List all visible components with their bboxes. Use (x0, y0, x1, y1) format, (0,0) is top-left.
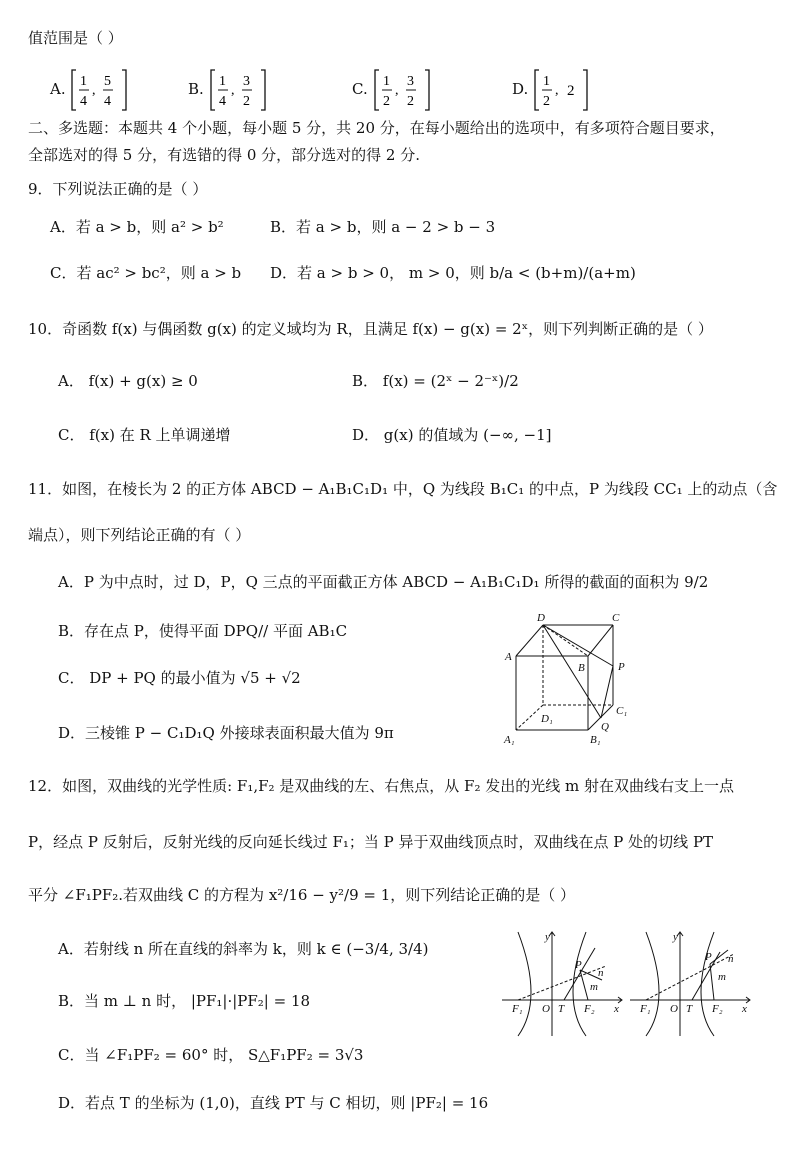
q8-option-b[interactable]: B. 1 4 , 3 2 (188, 68, 267, 112)
q8-option-a[interactable]: A. 1 4 , 5 4 (50, 68, 128, 112)
q8-stem-tail: 值范围是（ ） (28, 29, 123, 47)
svg-text:y: y (545, 931, 550, 943)
q11-option-c[interactable]: C． DP + PQ 的最小值为 √5 + √2 (58, 669, 301, 687)
svg-text:5: 5 (104, 74, 112, 89)
svg-text:1: 1 (80, 74, 88, 89)
q9-stem: 9．下列说法正确的是（ ） (28, 180, 208, 198)
hyperbola-figure-left (500, 928, 625, 1040)
q11-option-a[interactable]: A．P 为中点时，过 D，P，Q 三点的平面截正方体 ABCD − A₁B₁C₁D₁ 所得的截面的面积为 9/2 (58, 573, 709, 591)
interval-a (70, 68, 128, 112)
hyperbola-figure-right (628, 928, 753, 1040)
svg-text:F₂: F₂ (584, 1003, 595, 1015)
svg-text:m: m (590, 981, 598, 993)
svg-text:x: x (742, 1003, 747, 1015)
svg-text:m: m (718, 971, 726, 983)
svg-text:,: , (555, 83, 559, 98)
svg-text:2: 2 (567, 83, 575, 99)
q10-option-d[interactable]: D． g(x) 的值域为 (−∞, −1] (352, 426, 552, 444)
q10-stem: 10．奇函数 f(x) 与偶函数 g(x) 的定义域均为 R，且满足 f(x) − g(x) = 2ˣ，则下列判断正确的是（ ） (28, 320, 713, 338)
label-B1: B₁ (590, 734, 601, 746)
svg-text:P: P (705, 951, 712, 963)
label-A: A (505, 651, 512, 663)
svg-text:T: T (686, 1003, 693, 1015)
svg-text:n: n (728, 953, 734, 965)
section2-line2: 全部选对的得 5 分，有选错的得 0 分，部分选对的得 2 分. (28, 146, 421, 164)
svg-text:3: 3 (242, 74, 250, 89)
svg-text:1: 1 (218, 74, 226, 89)
q12-option-c[interactable]: C．当 ∠F₁PF₂ = 60° 时， S△F₁PF₂ = 3√3 (58, 1046, 364, 1064)
svg-text:4: 4 (80, 94, 88, 109)
q11-option-d[interactable]: D．三棱锥 P − C₁D₁Q 外接球表面积最大值为 9π (58, 724, 394, 742)
svg-text:,: , (394, 83, 398, 98)
svg-text:O: O (670, 1003, 678, 1015)
q11-stem-line1: 11．如图，在棱长为 2 的正方体 ABCD − A₁B₁C₁D₁ 中，Q 为线段 B₁C₁ 的中点，P 为线段 CC₁ 上的动点（含 (28, 480, 778, 498)
q12-stem-line1: 12．如图，双曲线的光学性质: F₁,F₂ 是双曲线的左、右焦点，从 F₂ 发出的光线 m 射在双曲线右支上一点 (28, 777, 735, 795)
q10-option-a[interactable]: A． f(x) + g(x) ≥ 0 (58, 372, 198, 390)
svg-text:n: n (598, 967, 604, 979)
label-C: C (612, 612, 620, 624)
q12-option-b[interactable]: B．当 m ⊥ n 时， |PF₁|·|PF₂| = 18 (58, 992, 311, 1010)
svg-text:O: O (542, 1003, 550, 1015)
q8-option-c[interactable]: C. 1 2 , 3 2 (352, 68, 431, 112)
svg-text:2: 2 (406, 94, 414, 109)
svg-text:2: 2 (382, 94, 390, 109)
q10-option-b[interactable]: B． f(x) = (2ˣ − 2⁻ˣ)/2 (352, 372, 519, 390)
svg-text:,: , (92, 83, 96, 98)
svg-text:2: 2 (242, 94, 250, 109)
label-C1: C₁ (616, 705, 628, 717)
svg-text:1: 1 (543, 74, 551, 89)
svg-text:3: 3 (406, 74, 414, 89)
label-D1: D₁ (541, 713, 553, 725)
q11-option-b[interactable]: B．存在点 P，使得平面 DPQ// 平面 AB₁C (58, 622, 348, 640)
q9-option-c[interactable]: C．若 ac² > bc²，则 a > b (50, 264, 242, 282)
q9-option-b[interactable]: B．若 a > b，则 a − 2 > b − 3 (270, 218, 496, 236)
label-Q: Q (601, 721, 609, 733)
q12-option-a[interactable]: A．若射线 n 所在直线的斜率为 k，则 k ∈ (−3/4, 3/4) (58, 940, 429, 958)
q8-option-d[interactable]: D. 1 2 , 2 (512, 68, 589, 112)
q12-option-d[interactable]: D．若点 T 的坐标为 (1,0)，直线 PT 与 C 相切，则 |PF₂| = 16 (58, 1094, 489, 1112)
label-B: B (578, 662, 585, 674)
svg-text:P: P (575, 959, 582, 971)
label-D: D (537, 612, 545, 624)
q10-option-c[interactable]: C． f(x) 在 R 上单调递增 (58, 426, 231, 444)
interval-c (373, 68, 431, 112)
svg-text:,: , (230, 83, 235, 98)
interval-b (209, 68, 267, 112)
svg-text:4: 4 (104, 94, 112, 109)
svg-text:T: T (558, 1003, 565, 1015)
svg-text:2: 2 (543, 94, 551, 109)
q9-option-a[interactable]: A．若 a > b，则 a² > b² (50, 218, 224, 236)
interval-d (533, 68, 589, 112)
svg-text:F₂: F₂ (712, 1003, 723, 1015)
svg-text:F₁: F₁ (640, 1003, 651, 1015)
svg-text:F₁: F₁ (512, 1003, 523, 1015)
q12-stem-line2: P，经点 P 反射后，反射光线的反向延长线过 F₁；当 P 异于双曲线顶点时，双曲线在点 P 处的切线 PT (28, 833, 714, 851)
q11-stem-line2: 端点），则下列结论正确的有（ ） (28, 526, 251, 544)
svg-text:x: x (614, 1003, 619, 1015)
label-P: P (618, 661, 625, 673)
svg-text:4: 4 (218, 94, 226, 109)
cube-figure (498, 610, 648, 750)
label-A1: A₁ (504, 734, 515, 746)
svg-text:y: y (673, 931, 678, 943)
svg-text:1: 1 (382, 74, 390, 89)
section2-line1: 二、多选题：本题共 4 个小题，每小题 5 分，共 20 分，在每小题给出的选项中，有多项符合题目要求， (28, 119, 725, 137)
q12-stem-line3: 平分 ∠F₁PF₂.若双曲线 C 的方程为 x²/16 − y²/9 = 1，则下列结论正确的是（ ） (28, 886, 576, 904)
q9-option-d[interactable]: D．若 a > b > 0， m > 0，则 b/a < (b+m)/(a+m) (270, 264, 636, 282)
